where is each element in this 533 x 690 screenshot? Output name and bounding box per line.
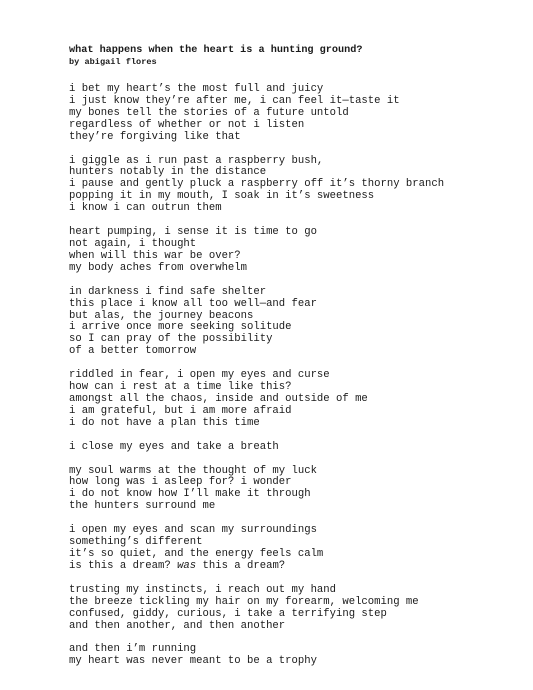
poem-line: i close my eyes and take a breath — [69, 440, 279, 453]
stanza-4 — [69, 287, 509, 358]
stanza-3 — [69, 227, 509, 275]
poem-line: how can i rest at a time like this? — [69, 381, 292, 394]
poem-line: and then another, and then another — [69, 619, 286, 632]
poem-line: regardless of whether or not i listen — [69, 118, 305, 131]
poem-line: i just know they’re after me, i can feel it—taste it — [69, 94, 400, 107]
poem-title: what happens when the heart is a hunting ground? — [69, 45, 363, 56]
poem-author: by abigail flores — [69, 57, 157, 67]
poem-line: i do not have a plan this time — [69, 416, 260, 429]
stanza-5 — [69, 370, 509, 430]
poem-line: the hunters surround me — [69, 500, 216, 513]
stanza-2 — [69, 156, 509, 216]
poem-line: i arrive once more seeking solitude — [69, 321, 292, 334]
poem-line: i pause and gently pluck a raspberry off it’s thorny branch — [69, 178, 445, 191]
poem-line: something’s different — [69, 536, 203, 549]
stanza-10 — [69, 644, 509, 668]
poem-line: i do not know how I’ll make it through — [69, 488, 311, 501]
stanza-7 — [69, 466, 509, 514]
emphasis-was: was — [177, 559, 197, 572]
poem-line: they’re forgiving like that — [69, 130, 241, 143]
poem-line: i am grateful, but i am more afraid — [69, 404, 292, 417]
stanza-1 — [69, 84, 509, 144]
stanza-8 — [69, 525, 509, 573]
poem — [69, 45, 509, 680]
poem-line: my body aches from overwhelm — [69, 261, 248, 274]
poem-line: my bones tell the stories of a future untold — [69, 106, 349, 119]
poem-line: not again, i thought — [69, 237, 197, 250]
poem-line: my heart was never meant to be a trophy — [69, 655, 317, 668]
poem-line: heart pumping, i sense it is time to go — [69, 226, 317, 239]
stanza-6 — [69, 442, 509, 454]
poem-line: and then i’m running — [69, 643, 197, 656]
poem-line: so I can pray of the possibility — [69, 333, 273, 346]
stanza-9 — [69, 585, 509, 633]
poem-line: how long was i asleep for? i wonder — [69, 476, 292, 489]
poem-line: my soul warms at the thought of my luck — [69, 464, 317, 477]
poem-line: amongst all the chaos, inside and outside of me — [69, 392, 368, 405]
poem-line: but alas, the journey beacons — [69, 309, 254, 322]
poem-line: hunters notably in the distance — [69, 166, 267, 179]
poem-line: this place i know all too well—and fear — [69, 297, 317, 310]
poem-line: i know i can outrun them — [69, 202, 222, 215]
poem-line: confused, giddy, curious, i take a terrifying step — [69, 607, 387, 620]
poem-line: popping it in my mouth, I soak in it’s sweetness — [69, 190, 375, 203]
poem-line: i open my eyes and scan my surroundings — [69, 524, 317, 537]
poem-line: the breeze tickling my hair on my forearm, welcoming me — [69, 595, 419, 608]
poem-line: it’s so quiet, and the energy feels calm — [69, 548, 324, 560]
poem-line: i bet my heart’s the most full and juicy — [69, 83, 324, 95]
poem-line: in darkness i find safe shelter — [69, 285, 267, 298]
poem-line: i giggle as i run past a raspberry bush, — [69, 154, 324, 167]
poem-line: of a better tomorrow — [69, 345, 197, 358]
poem-line: trusting my instincts, i reach out my hand — [69, 583, 337, 596]
poem-line: when will this war be over? — [69, 249, 241, 262]
poem-line: riddled in fear, i open my eyes and curse — [69, 369, 330, 382]
poem-line-italic-dream: is this a dream? was this a dream? — [69, 559, 286, 572]
